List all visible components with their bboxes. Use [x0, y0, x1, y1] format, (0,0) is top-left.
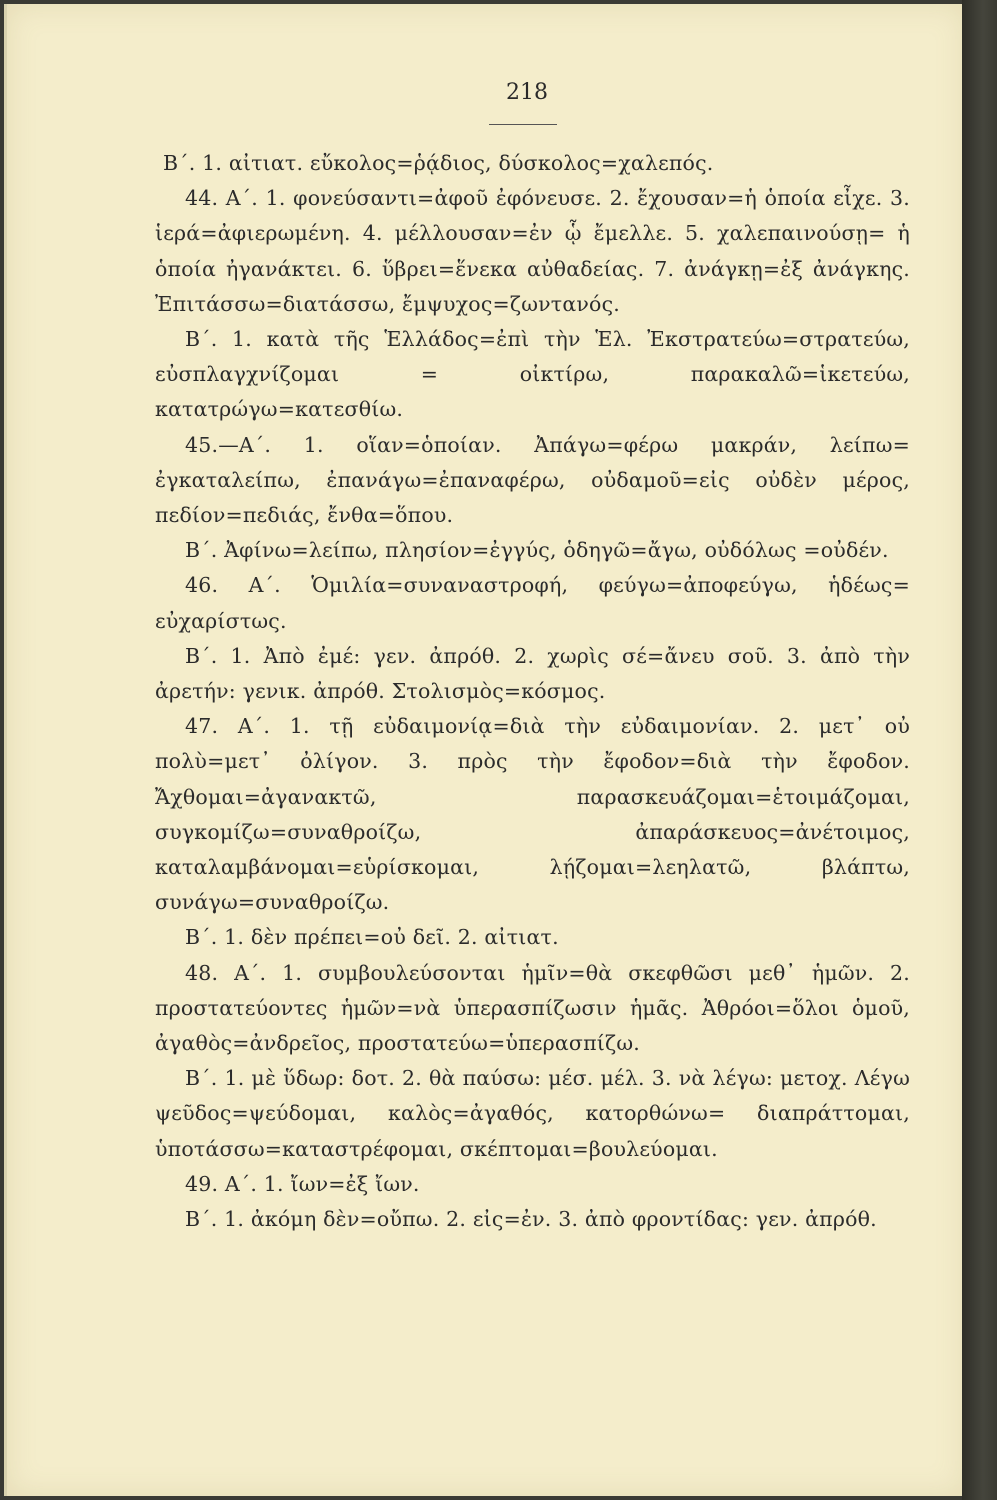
- paragraph: Β΄. 1. δὲν πρέπει=οὐ δεῖ. 2. αἰτιατ.: [185, 925, 559, 950]
- header-rule: [489, 124, 557, 125]
- paragraph: 44. Α΄. 1. φονεύσαντι=ἀφοῦ ἐφόνευσε. 2. ἔχουσαν=ἡ ὁποία εἶχε. 3. ἱερά=ἀφιερωμένη. 4. μέλλουσαν=ἐν ᾧ ἔμελλε. 5. χαλεπαινούσῃ= ἡ ὁποία ἠγανάκτει. 6. ὕβρει=ἕνεκα αὐθαδείας. 7. ἀνάγκῃ=ἐξ ἀνάγκης. Ἐπιτάσσω=διατάσσω, ἔμψυχος=ζωντανός.: [155, 186, 910, 316]
- paragraph: 47. Α΄. 1. τῇ εὐδαιμονίᾳ=διὰ τὴν εὐδαιμονίαν. 2. μετ᾽ οὐ πολὺ=μετ᾽ ὀλίγον. 3. πρὸς τὴν ἔφοδον=διὰ τὴν ἔφοδον. Ἄχθομαι=ἀγανακτῶ, παρασκευάζομαι=ἑτοιμάζομαι, συγκομίζω=συναθροίζω, ἀπαράσκευος=ἀνέτοιμος, καταλαμβάνομαι=εὑρίσκομαι, λῄζομαι=λεηλατῶ, βλάπτω, συνάγω=συναθροίζω.: [155, 714, 910, 915]
- page-body: [155, 146, 910, 1237]
- paragraph: 46. Α΄. Ὁμιλία=συναναστροφή, φεύγω=ἀποφεύγω, ἡδέως= εὐχαρίστως.: [155, 573, 910, 633]
- book-page: [4, 4, 965, 1496]
- paragraph: Β΄. 1. ἀκόμη δὲν=οὔπω. 2. εἰς=ἐν. 3. ἀπὸ φροντίδας: γεν. ἀπρόθ.: [185, 1207, 877, 1232]
- paragraph: 45.—Α΄. 1. οἵαν=ὁποίαν. Ἀπάγω=φέρω μακράν, λείπω= ἐγκαταλείπω, ἐπανάγω=ἐπαναφέρω, οὐδαμοῦ=εἰς οὐδὲν μέρος, πεδίον=πεδιάς, ἔνθα=ὅπου.: [155, 432, 910, 528]
- page-number: 218: [506, 80, 548, 105]
- paragraph: Β΄. Ἀφίνω=λείπω, πλησίον=ἐγγύς, ὁδηγῶ=ἄγω, οὐδόλως =οὐδέν.: [185, 538, 889, 563]
- paragraph: Β΄. 1. αἰτιατ. εὔκολος=ῥᾴδιος, δύσκολος=χαλεπός.: [163, 151, 714, 175]
- book-spine-edge: [962, 0, 997, 1500]
- paragraph: Β΄. 1. κατὰ τῆς Ἑλλάδος=ἐπὶ τὴν Ἑλ. Ἐκστρατεύω=στρατεύω, εὐσπλαγχνίζομαι = οἰκτίρω, παρακαλῶ=ἱκετεύω, κατατρώγω=κατεσθίω.: [155, 327, 910, 422]
- paragraph: 49. Α΄. 1. ἴων=ἐξ ἴων.: [185, 1171, 420, 1196]
- paragraph: Β΄. 1. Ἀπὸ ἐμέ: γεν. ἀπρόθ. 2. χωρὶς σέ=ἄνευ σοῦ. 3. ἀπὸ τὴν ἀρετήν: γενικ. ἀπρόθ. Στολισμὸς=κόσμος.: [155, 643, 910, 704]
- paragraph: 48. Α΄. 1. συμβουλεύσονται ἡμῖν=θὰ σκεφθῶσι μεθ᾽ ἡμῶν. 2. προστατεύοντες ἡμῶν=νὰ ὑπερασπίζωσιν ἡμᾶς. Ἀθρόοι=ὅλοι ὁμοῦ, ἀγαθὸς=ἀνδρεῖος, προστατεύω=ὑπερασπίζω.: [155, 960, 910, 1056]
- paragraph: Β΄. 1. μὲ ὕδωρ: δοτ. 2. θὰ παύσω: μέσ. μέλ. 3. νὰ λέγω: μετοχ. Λέγω ψεῦδος=ψεύδομαι, καλὸς=ἀγαθός, κατορθώνω= διαπράττομαι, ὑποτάσσω=καταστρέφομαι, σκέπτομαι=βουλεύομαι.: [155, 1066, 910, 1161]
